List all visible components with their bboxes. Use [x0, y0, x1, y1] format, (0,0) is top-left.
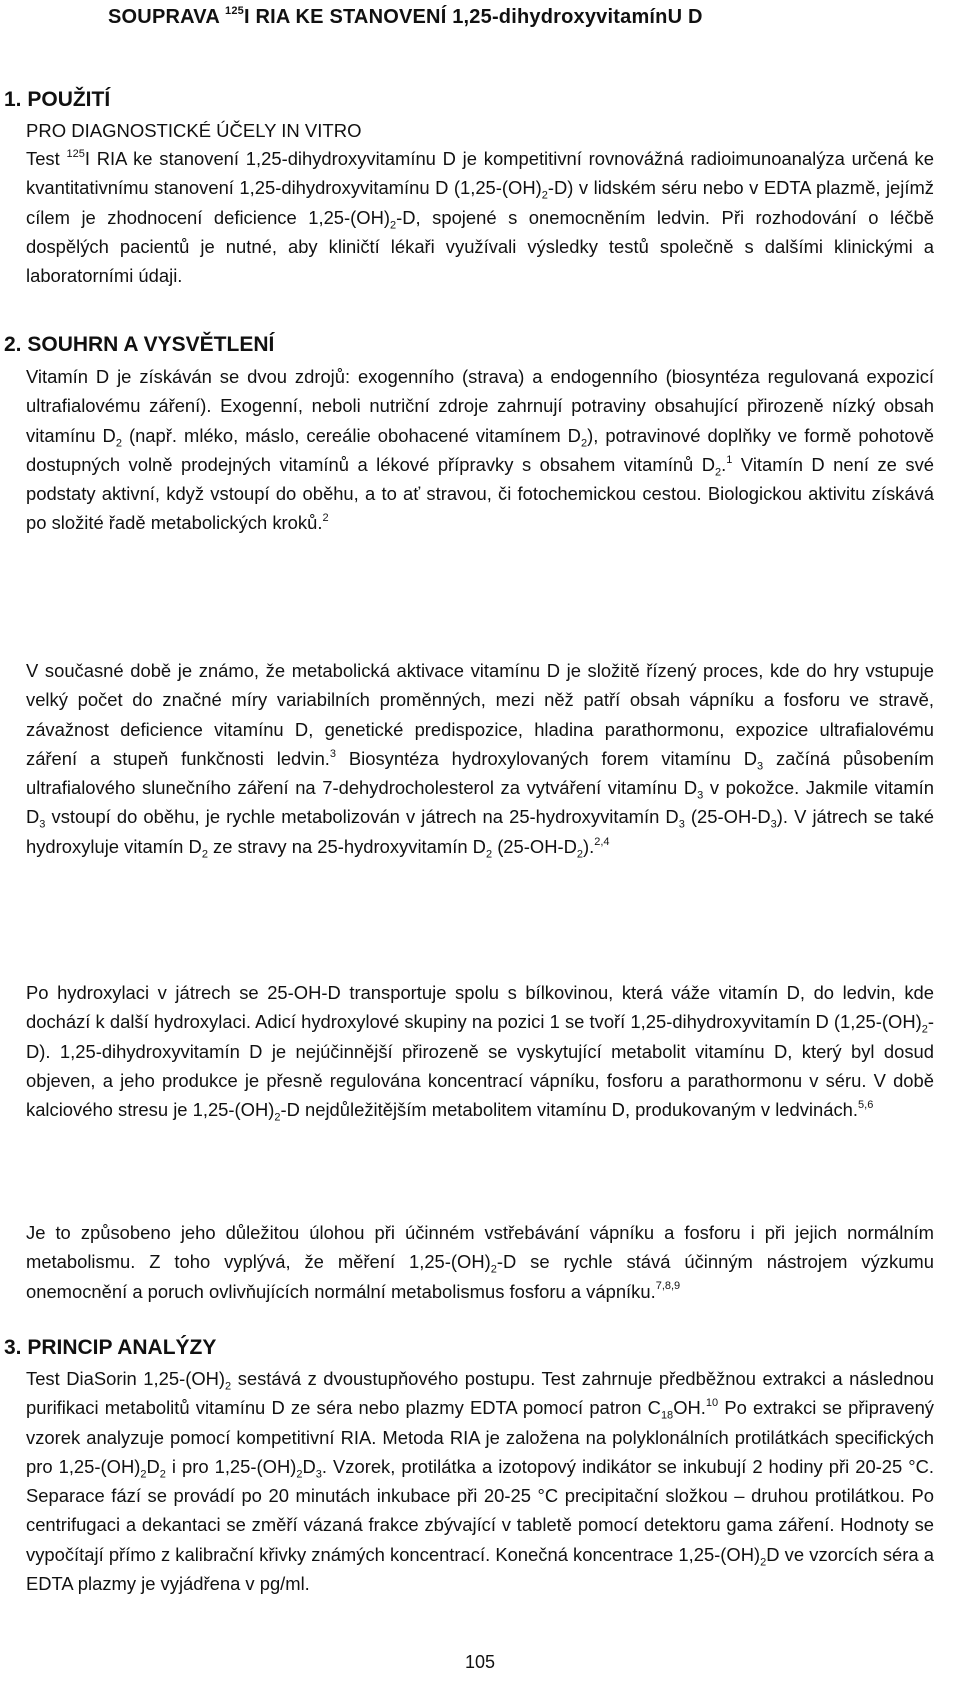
page-number: 105: [464, 1652, 496, 1672]
paragraph-usage: Test $^{125}$I RIA ke stanovení 1,25-dihydroxyvitamínu D je kompetitivní rovnovážná radioimunoanalýza určená ke kvantitativnímu stanovení 1,25-dihydroxyvitamínu D $(1,25-(OH)_2-D)$ v lidském séru nebo v EDTA plazmě, jejímž cílem je zhodnocení deficience $1,25-(OH)_2-D$, spojené s onemocněním ledvin. Při rozhodování o léčbě dospělých pacientů je nutné, aby kliničtí lékaři využívali výsledky testů společně s dalšími klinickými a laboratorními údaji.: [26, 147, 934, 287]
section-subheading-in-vitro: PRO DIAGNOSTICKÉ ÚČELY IN VITRO: [26, 120, 362, 141]
paragraph-summary-2: V současné době je známo, že metabolická aktivace vitamínu D je složitě řízený proces, kde do hry vstupuje velký počet do značné míry variabilních proměnných, mezi něž patří obsah vápníku a fosforu ve stravě, závažnost deficience vitamínu D, genetické predispozice, hladina parathormonu, expozice ultrafialovému záření a stupeň funkčnosti ledvin.$^3$ Biosyntéza hydroxylovaných forem vitamínu $D_3$ začíná působením ultrafialového slunečního záření na 7-dehydrocholesterol za vytváření vitamínu $D_3$ v pokožce. Jakmile vitamín $D_3$ vstoupí do oběhu, je rychle metabolizován v játrech na 25-hydroxyvitamín $D_3$ $(25-OH-D_3)$. V játrech se také hydroxyluje vitamín $D_2$ ze stravy na 25-hydroxyvitamín $D_2$ $(25-OH-D_2).^{2,4}$: [26, 660, 935, 861]
paragraph-summary-1: Vitamín D je získáván se dvou zdrojů: exogenního (strava) a endogenního (biosyntéza regulovaná expozicí ultrafialovému záření). Exogenní, neboli nutriční zdroje zahrnují potraviny obsahující přirozeně nízký obsah vitamínu $D_2$ (např. mléko, máslo, cereálie obohacené vitamínem $D_2$), potravinové doplňky ve formě pohotově dostupných volně prodejných vitamínů a lékové přípravky s obsahem vitamínů $D_2.^1$ Vitamín D není ze své podstaty aktivní, když vstoupí do oběhu, a to ať stravou, či fotochemickou cestou. Biologickou aktivitu získává po složité řadě metabolických kroků.$^2$: [26, 366, 934, 534]
paragraph-principle: Test DiaSorin $1,25-(OH)_2$ sestává z dvoustupňového postupu. Test zahrnuje předběžnou extrakci a následnou purifikaci metabolitů vitamínu D ze séra nebo plazmy EDTA pomocí patron $C_{18}OH.^{10}$ Po extrakci se připravený vzorek analyzuje pomocí kompetitivní RIA. Metoda RIA je založena na polyklonálních protilátkách specifických pro $1,25-(OH)_2D_2$ i pro $1,25-(OH)_2D_3$. Vzorek, protilátka a izotopový indikátor se inkubují 2 hodiny při 20-25 °C. Separace fází se provádí po 20 minutách inkubace při 20-25 °C precipitační složkou – druhou protilátkou. Po centrifugaci a dekantaci se změří vázaná frakce zbývající v tabletě pomocí detektoru gama záření. Hodnoty se vypočítají přímo z kalibrační křivky známých koncentrací. Konečná koncentrace $1,25-(OH)_2D$ ve vzorcích séra a EDTA plazmy je vyjádřena v pg/ml.: [26, 1368, 935, 1595]
paragraph-summary-3: Po hydroxylaci v játrech se 25-OH-D transportuje spolu s bílkovinou, která váže vitamín D, do ledvin, kde dochází k další hydroxylaci. Adicí hydroxylové skupiny na pozici 1 se tvoří 1,25-dihydroxyvitamín D $(1,25-(OH)_2-D)$. 1,25-dihydroxyvitamín D je nejúčinnější přirozeně se vyskytující metabolit vitamínu D, který byl dosud objeven, a jeho produkce je přesně regulována koncentrací vápníku, fosforu a parathormonu v séru. V době kalciového stresu je $1,25-(OH)_2-D$ nejdůležitějším metabolitem vitamínu D, produkovaným v ledvinách.$^{5,6}$: [26, 982, 934, 1124]
section-heading-summary: 2. SOUHRN A VYSVĚTLENÍ: [4, 333, 275, 356]
section-heading-principle: 3. PRINCIP ANALÝZY: [4, 1336, 217, 1359]
paragraph-summary-4: Je to způsobeno jeho důležitou úlohou při účinném vstřebávání vápníku a fosforu i při jejich normálním metabolismu. Z toho vyplývá, že měření $1,25-(OH)_2-D$ se rychle stává účinným nástrojem výzkumu onemocnění a poruch ovlivňujících normální metabolismus fosforu a vápníku.$^{7,8,9}$: [26, 1222, 934, 1302]
section-heading-usage: 1. POUŽITÍ: [4, 88, 111, 111]
document-title: SOUPRAVA $^{125}$I RIA KE STANOVENÍ 1,25-dihydroxyvitamínU D: [108, 5, 703, 28]
